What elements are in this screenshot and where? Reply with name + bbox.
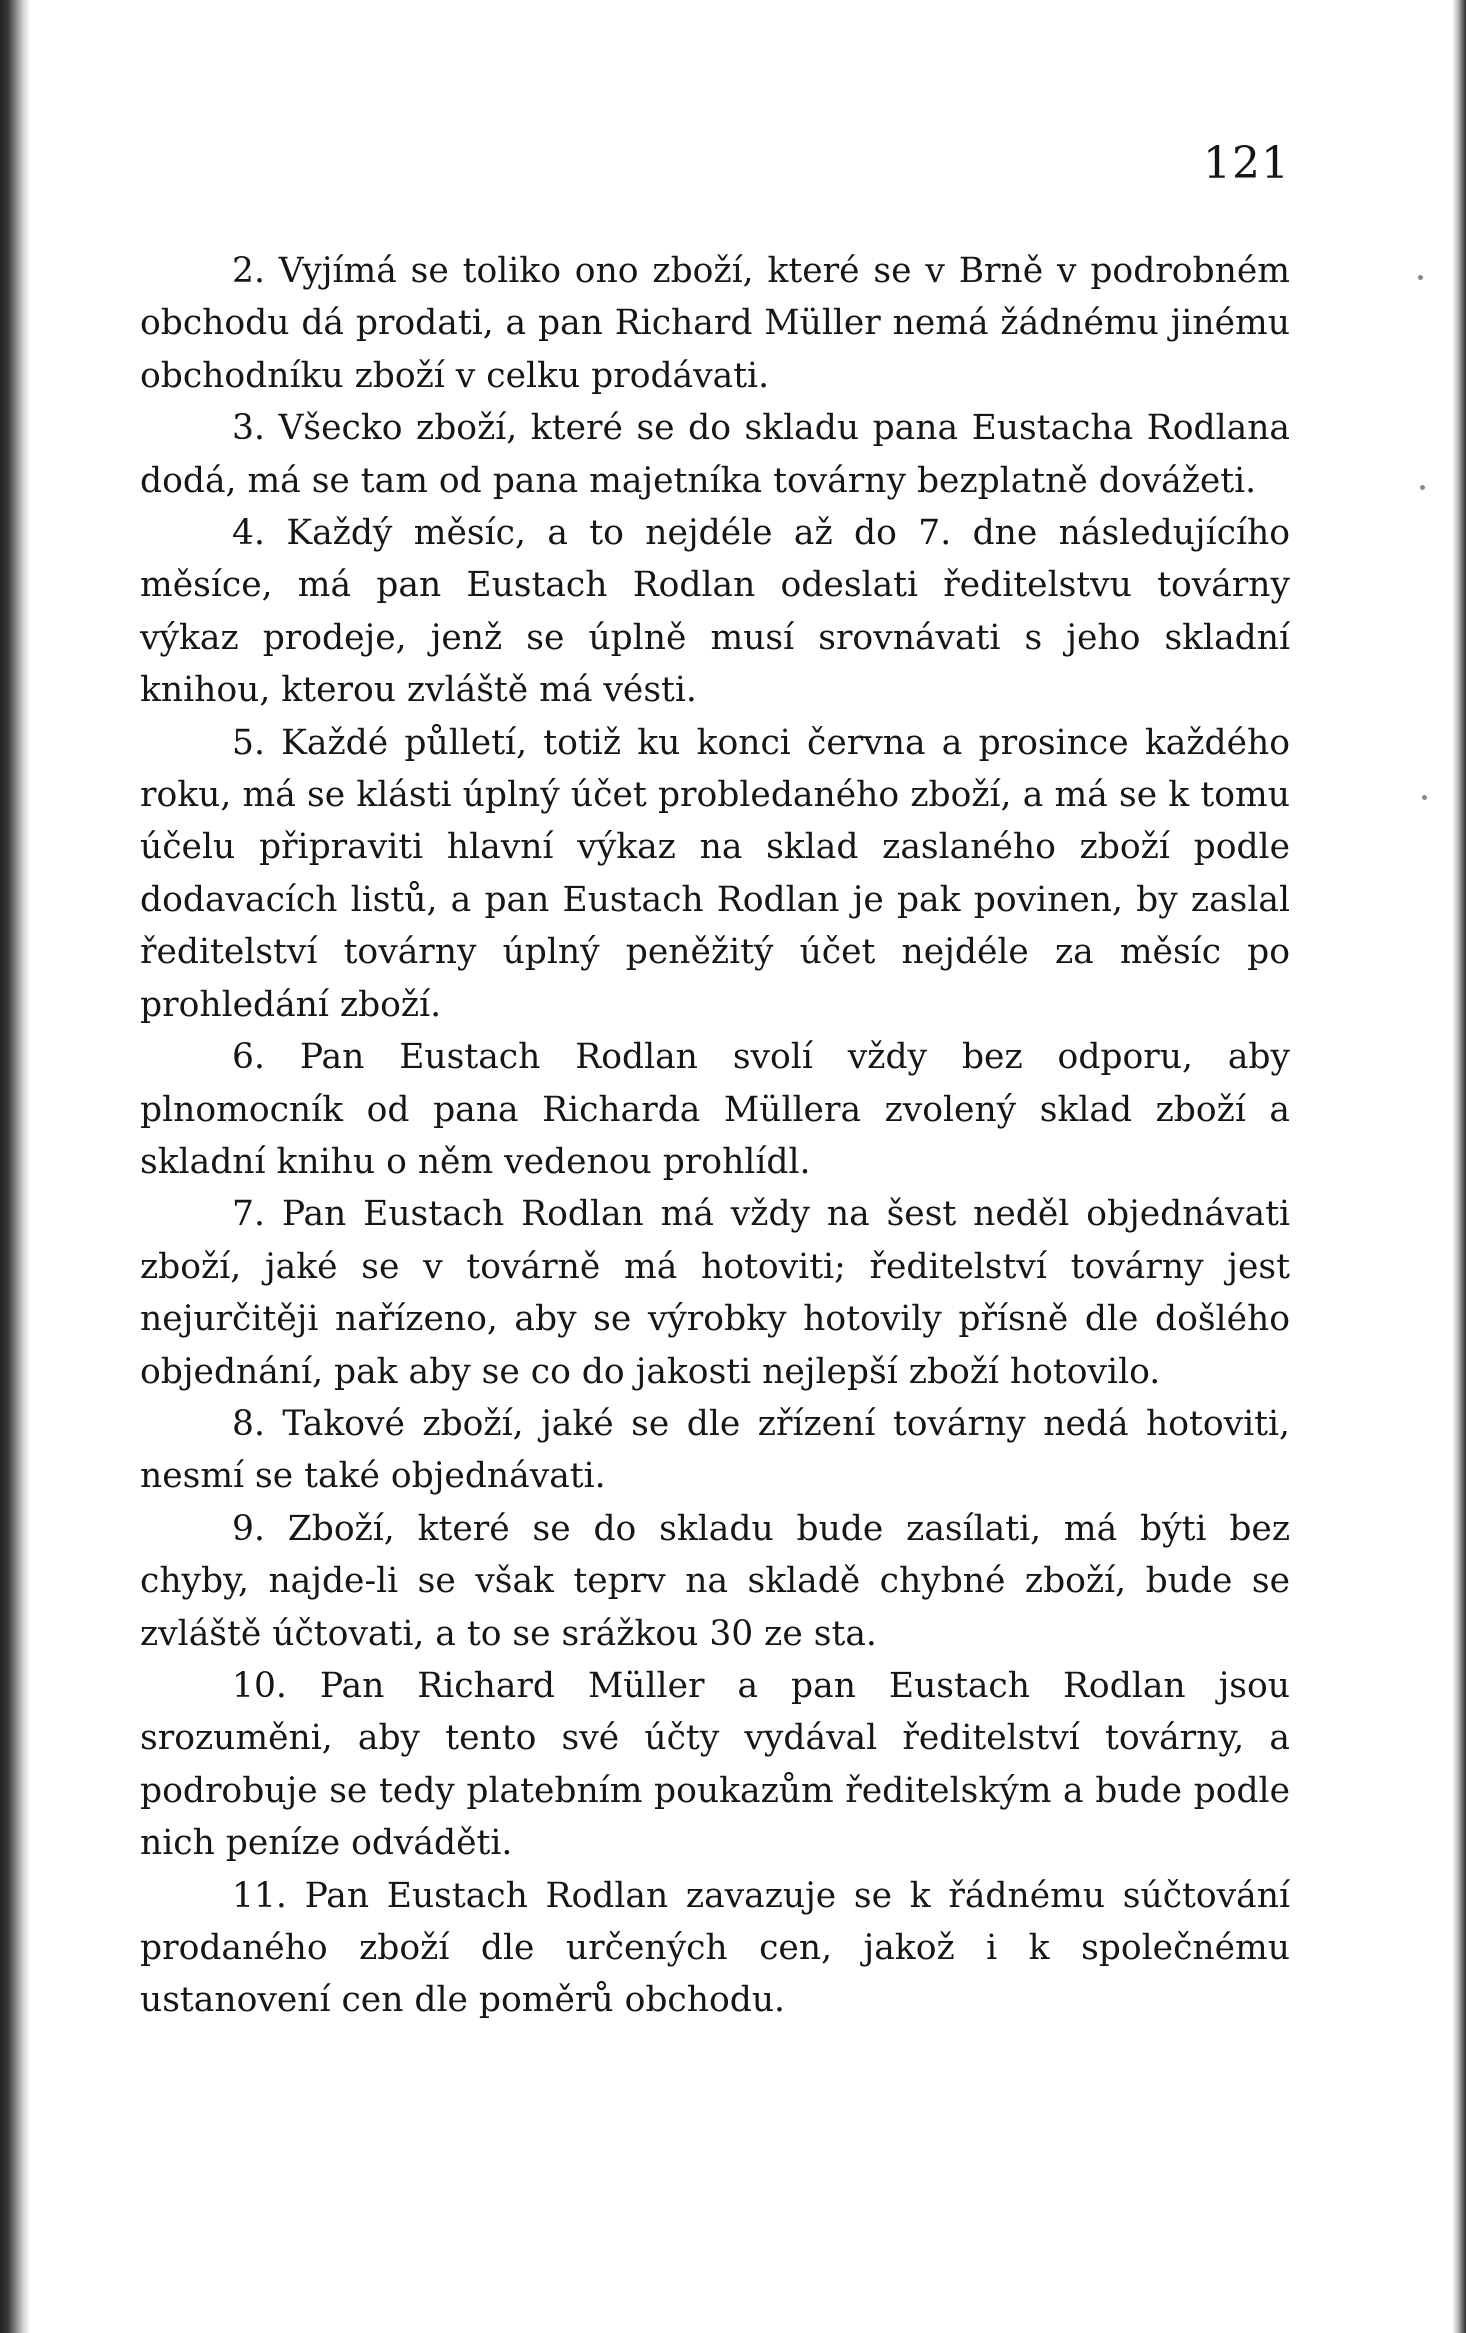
paper-speck (1418, 275, 1423, 280)
clause-text: Každé půlletí, totiž ku konci června a prosince každého roku, má se klásti úplný účet probledaného zboží, a má se k tomu účelu připraviti hlavní výkaz na sklad zaslaného zboží podle dodavacích listů, a pan Eustach Rodlan je pak povinen, by zaslal ředitelství továrny úplný peněžitý účet nejdéle za měsíc po prohledání zboží. (140, 722, 1290, 1025)
clause-text: Pan Eustach Rodlan zavazuje se k řádnému súčtování prodaného zboží dle určených cen, jakož i k společnému ustanovení cen dle poměrů obchodu. (140, 1875, 1290, 2021)
body-text (140, 245, 1290, 2027)
paper-speck (1420, 485, 1425, 490)
binding-shadow (0, 0, 30, 2333)
clause-9 (140, 1503, 1290, 1660)
clause-5 (140, 717, 1290, 1031)
clause-4 (140, 507, 1290, 717)
clause-number: 6. (232, 1037, 265, 1078)
clause-11 (140, 1870, 1290, 2027)
clause-number: 4. (232, 513, 265, 554)
page-edge (1452, 0, 1466, 2333)
clause-number: 2. (232, 251, 265, 291)
clause-6 (140, 1031, 1290, 1188)
clause-number: 9. (232, 1508, 265, 1549)
clause-text: Vyjímá se toliko ono zboží, které se v Brně v podrobném obchodu dá prodati, a pan Richard Müller nemá žádnému jinému obchodníku zboží v celku prodávati. (140, 251, 1290, 396)
clause-text: Pan Eustach Rodlan má vždy na šest neděl objednávati zboží, jaké se v továrně má hotoviti; ředitelství továrny jest nejurčitěji nařízeno, aby se výrobky hotovily přísně dle došlého objednání, pak aby se co do jakosti nejlepší zboží hotovilo. (140, 1194, 1290, 1392)
clause-number: 3. (232, 408, 265, 449)
clause-text: Takové zboží, jaké se dle zřízení továrny nedá hotoviti, nesmí se také objednávati. (140, 1403, 1291, 1497)
clause-text: Pan Eustach Rodlan svolí vždy bez odporu, aby plnomocník od pana Richarda Müllera zvolený sklad zboží a skladní knihu o něm vedenou prohlídl. (140, 1037, 1290, 1182)
clause-number: 5. (232, 722, 265, 763)
clause-number: 7. (232, 1194, 265, 1235)
clause-text: Každý měsíc, a to nejdéle až do 7. dne následujícího měsíce, má pan Eustach Rodlan odeslati ředitelstvu továrny výkaz prodeje, jenž se úplně musí srovnávati s jeho skladní knihou, kterou zvláště má vésti. (140, 513, 1291, 711)
clause-8 (140, 1398, 1290, 1503)
clause-10 (140, 1660, 1290, 1870)
clause-number: 11. (232, 1875, 287, 1916)
clause-2 (140, 245, 1290, 402)
paper-speck (1422, 795, 1427, 800)
page-number: 121 (1203, 138, 1290, 189)
clause-number: 10. (232, 1665, 287, 1706)
clause-text: Zboží, které se do skladu bude zasílati, má býti bez chyby, najde-li se však teprv na skladě chybné zboží, bude se zvláště účtovati, a to se srážkou 30 ze sta. (140, 1508, 1291, 1654)
clause-7 (140, 1188, 1290, 1398)
clause-text: Pan Richard Müller a pan Eustach Rodlan jsou srozuměni, aby tento své účty vydával ředitelství továrny, a podrobuje se tedy platebním poukazům ředitelským a bude podle nich peníze odváděti. (140, 1665, 1290, 1864)
clause-3 (140, 402, 1290, 507)
clause-number: 8. (232, 1403, 265, 1444)
clause-text: Všecko zboží, které se do skladu pana Eustacha Rodlana dodá, má se tam od pana majetníka továrny bezplatně dovážeti. (140, 408, 1290, 501)
